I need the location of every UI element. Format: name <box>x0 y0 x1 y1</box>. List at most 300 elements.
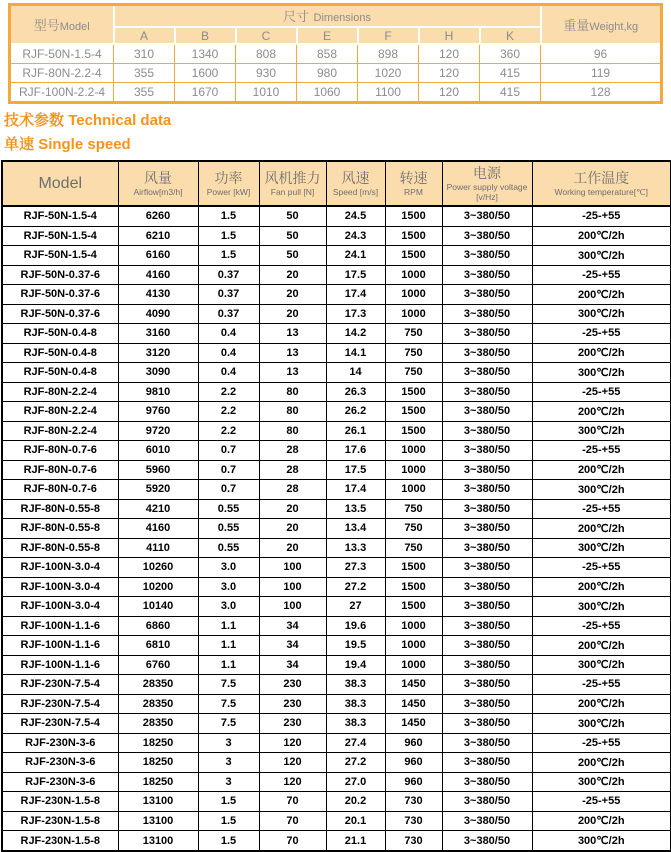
working-temperature-cell: 300℃/2h <box>532 246 671 266</box>
technical-column-header <box>385 161 442 206</box>
speed-cell: 27.0 <box>326 772 385 792</box>
airflow-cell: 6260 <box>118 206 198 226</box>
dimension-value-cell: 355 <box>114 83 175 103</box>
rpm-cell: 1450 <box>385 675 442 695</box>
model-cell: RJF-230N-3-6 <box>2 772 118 792</box>
speed-cell: 20.1 <box>326 811 385 831</box>
table-row <box>2 343 671 363</box>
airflow-cell: 18250 <box>118 733 198 753</box>
table-row <box>2 363 671 383</box>
model-column-header: Model <box>2 161 118 206</box>
airflow-cell: 4160 <box>118 265 198 285</box>
power-cell: 0.55 <box>198 519 259 539</box>
rpm-cell: 1500 <box>385 558 442 578</box>
airflow-cell: 4090 <box>118 304 198 324</box>
dimension-value-cell: 898 <box>358 44 419 64</box>
model-cell: RJF-80N-0.55-8 <box>2 499 118 519</box>
dimension-column-header: B <box>175 27 236 44</box>
working-temperature-cell: 200℃/2h <box>532 226 671 246</box>
dimension-value-cell: 930 <box>236 64 297 83</box>
speed-cell: 24.1 <box>326 246 385 266</box>
power-cell: 0.4 <box>198 324 259 344</box>
power-cell: 1.5 <box>198 226 259 246</box>
weight-value-cell: 96 <box>541 44 662 64</box>
voltage-cell: 3~380/50 <box>442 519 532 539</box>
speed-cell: 17.6 <box>326 441 385 461</box>
table-row <box>2 792 671 812</box>
working-temperature-cell: -25-+55 <box>532 499 671 519</box>
airflow-cell: 6860 <box>118 616 198 636</box>
speed-cell: 24.5 <box>326 206 385 226</box>
header-label-zh: 电源 <box>473 165 501 181</box>
dimension-value-cell: 415 <box>480 64 541 83</box>
airflow-cell: 9810 <box>118 382 198 402</box>
table-row <box>2 616 671 636</box>
voltage-cell: 3~380/50 <box>442 655 532 675</box>
voltage-cell: 3~380/50 <box>442 441 532 461</box>
header-label-zh: 转速 <box>399 170 428 186</box>
voltage-cell: 3~380/50 <box>442 792 532 812</box>
airflow-cell: 5960 <box>118 460 198 480</box>
voltage-cell: 3~380/50 <box>442 577 532 597</box>
table-row <box>2 636 671 656</box>
model-cell: RJF-80N-0.7-6 <box>2 480 118 500</box>
airflow-cell: 6010 <box>118 441 198 461</box>
airflow-cell: 18250 <box>118 772 198 792</box>
speed-cell: 26.3 <box>326 382 385 402</box>
power-cell: 7.5 <box>198 714 259 734</box>
weight-header-en: Weight,kg <box>589 20 639 33</box>
fan-pull-cell: 28 <box>259 441 326 461</box>
voltage-cell: 3~380/50 <box>442 382 532 402</box>
voltage-cell: 3~380/50 <box>442 733 532 753</box>
model-cell: RJF-100N-3.0-4 <box>2 577 118 597</box>
dimensions-group-header <box>114 5 541 28</box>
table-row <box>10 44 662 64</box>
voltage-cell: 3~380/50 <box>442 499 532 519</box>
table-row <box>2 206 671 226</box>
model-cell: RJF-230N-1.5-8 <box>2 792 118 812</box>
speed-cell: 27.3 <box>326 558 385 578</box>
model-header-zh: 型号 <box>33 17 60 33</box>
voltage-cell: 3~380/50 <box>442 343 532 363</box>
table-row <box>2 382 671 402</box>
dimensions-header-en: Dimensions <box>313 12 371 24</box>
voltage-cell: 3~380/50 <box>442 616 532 636</box>
speed-cell: 38.3 <box>326 714 385 734</box>
rpm-cell: 1000 <box>385 616 442 636</box>
model-cell: RJF-230N-7.5-4 <box>2 714 118 734</box>
model-cell: RJF-230N-3-6 <box>2 753 118 773</box>
fan-pull-cell: 20 <box>259 285 326 305</box>
model-header-en: Model <box>59 20 90 33</box>
fan-pull-cell: 13 <box>259 343 326 363</box>
technical-column-header <box>442 161 532 206</box>
rpm-cell: 1500 <box>385 382 442 402</box>
rpm-cell: 1500 <box>385 206 442 226</box>
table-row <box>2 694 671 714</box>
voltage-cell: 3~380/50 <box>442 811 532 831</box>
model-cell: RJF-50N-0.37-6 <box>2 265 118 285</box>
fan-pull-cell: 70 <box>259 811 326 831</box>
model-cell: RJF-230N-1.5-8 <box>2 831 118 851</box>
model-cell: RJF-80N-0.55-8 <box>2 538 118 558</box>
power-cell: 0.4 <box>198 363 259 383</box>
dimension-column-header: A <box>114 27 175 44</box>
model-cell: RJF-80N-0.7-6 <box>2 460 118 480</box>
header-label-en: Power [kW] <box>206 187 251 197</box>
fan-pull-cell: 100 <box>259 577 326 597</box>
voltage-cell: 3~380/50 <box>442 363 532 383</box>
model-cell: RJF-50N-0.37-6 <box>2 304 118 324</box>
power-cell: 0.4 <box>198 343 259 363</box>
airflow-cell: 28350 <box>118 694 198 714</box>
power-cell: 0.37 <box>198 285 259 305</box>
model-cell: RJF-80N-2.2-4 <box>2 402 118 422</box>
model-cell: RJF-50N-1.5-4 <box>2 206 118 226</box>
model-cell: RJF-100N-1.1-6 <box>2 616 118 636</box>
table-row <box>2 538 671 558</box>
rpm-cell: 1000 <box>385 441 442 461</box>
table-row <box>2 772 671 792</box>
dimension-column-header: K <box>480 27 541 44</box>
speed-cell: 17.4 <box>326 285 385 305</box>
rpm-cell: 960 <box>385 772 442 792</box>
working-temperature-cell: 300℃/2h <box>532 480 671 500</box>
dimension-value-cell: 355 <box>114 64 175 83</box>
header-label-en: Fan pull [N] <box>270 187 315 197</box>
power-cell: 0.55 <box>198 499 259 519</box>
speed-cell: 27.4 <box>326 733 385 753</box>
fan-pull-cell: 28 <box>259 460 326 480</box>
working-temperature-cell: 200℃/2h <box>532 460 671 480</box>
fan-pull-cell: 28 <box>259 480 326 500</box>
model-cell: RJF-100N-1.1-6 <box>2 655 118 675</box>
rpm-cell: 1000 <box>385 655 442 675</box>
fan-pull-cell: 80 <box>259 382 326 402</box>
airflow-cell: 13100 <box>118 831 198 851</box>
speed-cell: 13.5 <box>326 499 385 519</box>
dimension-column-header: C <box>236 27 297 44</box>
working-temperature-cell: 200℃/2h <box>532 753 671 773</box>
table-row <box>10 64 662 83</box>
airflow-cell: 13100 <box>118 811 198 831</box>
rpm-cell: 960 <box>385 753 442 773</box>
table-row <box>2 480 671 500</box>
working-temperature-cell: 200℃/2h <box>532 694 671 714</box>
airflow-cell: 4110 <box>118 538 198 558</box>
header-label-en: Working temperature[℃] <box>554 187 648 197</box>
rpm-cell: 1000 <box>385 265 442 285</box>
fan-pull-cell: 230 <box>259 694 326 714</box>
table-row <box>2 441 671 461</box>
airflow-cell: 28350 <box>118 714 198 734</box>
working-temperature-cell: 300℃/2h <box>532 655 671 675</box>
power-cell: 3.0 <box>198 597 259 617</box>
power-cell: 3 <box>198 733 259 753</box>
voltage-cell: 3~380/50 <box>442 714 532 734</box>
rpm-cell: 1500 <box>385 421 442 441</box>
airflow-cell: 6810 <box>118 636 198 656</box>
model-cell: RJF-100N-3.0-4 <box>2 558 118 578</box>
voltage-cell: 3~380/50 <box>442 226 532 246</box>
model-cell: RJF-100N-2.2-4 <box>10 83 114 103</box>
power-cell: 1.5 <box>198 831 259 851</box>
power-cell: 3 <box>198 753 259 773</box>
dimension-column-header: F <box>358 27 419 44</box>
fan-pull-cell: 20 <box>259 304 326 324</box>
working-temperature-cell: 300℃/2h <box>532 597 671 617</box>
rpm-cell: 1500 <box>385 597 442 617</box>
table-row <box>2 714 671 734</box>
dimension-value-cell: 120 <box>419 44 480 64</box>
rpm-cell: 730 <box>385 831 442 851</box>
table-row <box>2 811 671 831</box>
voltage-cell: 3~380/50 <box>442 636 532 656</box>
dimension-value-cell: 980 <box>297 64 358 83</box>
rpm-cell: 750 <box>385 343 442 363</box>
fan-pull-cell: 34 <box>259 655 326 675</box>
fan-pull-cell: 120 <box>259 733 326 753</box>
fan-pull-cell: 70 <box>259 792 326 812</box>
speed-cell: 20.2 <box>326 792 385 812</box>
dimension-value-cell: 310 <box>114 44 175 64</box>
table-row <box>10 83 662 103</box>
table-row <box>2 226 671 246</box>
table-row <box>2 421 671 441</box>
rpm-cell: 730 <box>385 811 442 831</box>
fan-pull-cell: 20 <box>259 499 326 519</box>
working-temperature-cell: 300℃/2h <box>532 304 671 324</box>
weight-column-header <box>541 5 662 45</box>
dimension-value-cell: 1100 <box>358 83 419 103</box>
voltage-cell: 3~380/50 <box>442 460 532 480</box>
technical-column-header <box>532 161 671 206</box>
speed-cell: 13.3 <box>326 538 385 558</box>
model-cell: RJF-50N-1.5-4 <box>2 226 118 246</box>
voltage-cell: 3~380/50 <box>442 421 532 441</box>
table-row <box>2 558 671 578</box>
rpm-cell: 1450 <box>385 714 442 734</box>
fan-pull-cell: 120 <box>259 753 326 773</box>
model-cell: RJF-230N-3-6 <box>2 733 118 753</box>
speed-cell: 17.4 <box>326 480 385 500</box>
rpm-cell: 1450 <box>385 694 442 714</box>
fan-pull-cell: 230 <box>259 714 326 734</box>
section-subtitle-single-speed <box>4 133 171 157</box>
dimensions-header-row <box>10 5 662 28</box>
working-temperature-cell: -25-+55 <box>532 616 671 636</box>
technical-data-table <box>1 160 671 852</box>
table-row <box>2 460 671 480</box>
model-cell: RJF-50N-0.4-8 <box>2 324 118 344</box>
section-title-technical-data <box>4 109 171 133</box>
dimensions-header-zh: 尺寸 <box>283 9 310 24</box>
power-cell: 0.55 <box>198 538 259 558</box>
airflow-cell: 3160 <box>118 324 198 344</box>
fan-pull-cell: 50 <box>259 246 326 266</box>
rpm-cell: 960 <box>385 733 442 753</box>
dimension-column-header: H <box>419 27 480 44</box>
working-temperature-cell: 200℃/2h <box>532 636 671 656</box>
speed-cell: 21.1 <box>326 831 385 851</box>
header-label-en: Power supply voltage [v/Hz] <box>446 182 528 202</box>
power-cell: 0.7 <box>198 480 259 500</box>
dimension-value-cell: 415 <box>480 83 541 103</box>
model-cell: RJF-230N-1.5-8 <box>2 811 118 831</box>
airflow-cell: 4210 <box>118 499 198 519</box>
model-cell: RJF-50N-1.5-4 <box>10 44 114 64</box>
header-label-zh: 风速 <box>341 170 370 186</box>
table-row <box>2 324 671 344</box>
airflow-cell: 18250 <box>118 753 198 773</box>
working-temperature-cell: -25-+55 <box>532 324 671 344</box>
power-cell: 1.5 <box>198 206 259 226</box>
voltage-cell: 3~380/50 <box>442 538 532 558</box>
dimension-value-cell: 1670 <box>175 83 236 103</box>
working-temperature-cell: -25-+55 <box>532 441 671 461</box>
power-cell: 0.37 <box>198 304 259 324</box>
table-row <box>2 831 671 851</box>
model-cell: RJF-50N-0.37-6 <box>2 285 118 305</box>
power-cell: 0.7 <box>198 441 259 461</box>
working-temperature-cell: -25-+55 <box>532 675 671 695</box>
title-zh: 技术参数 <box>4 112 65 129</box>
rpm-cell: 750 <box>385 499 442 519</box>
working-temperature-cell: 300℃/2h <box>532 772 671 792</box>
rpm-cell: 1000 <box>385 636 442 656</box>
speed-cell: 14 <box>326 363 385 383</box>
header-label-en: RPM <box>404 187 423 197</box>
technical-column-header <box>326 161 385 206</box>
working-temperature-cell: 200℃/2h <box>532 343 671 363</box>
airflow-cell: 10200 <box>118 577 198 597</box>
dimension-value-cell: 808 <box>236 44 297 64</box>
fan-pull-cell: 70 <box>259 831 326 851</box>
airflow-cell: 10260 <box>118 558 198 578</box>
working-temperature-cell: -25-+55 <box>532 792 671 812</box>
header-label-zh: 风机推力 <box>264 170 321 186</box>
table-row <box>2 285 671 305</box>
model-cell: RJF-50N-0.4-8 <box>2 363 118 383</box>
voltage-cell: 3~380/50 <box>442 694 532 714</box>
airflow-cell: 10140 <box>118 597 198 617</box>
dimension-value-cell: 1060 <box>297 83 358 103</box>
airflow-cell: 9760 <box>118 402 198 422</box>
rpm-cell: 750 <box>385 519 442 539</box>
fan-pull-cell: 13 <box>259 363 326 383</box>
speed-cell: 17.5 <box>326 265 385 285</box>
model-cell: RJF-100N-3.0-4 <box>2 597 118 617</box>
dimension-value-cell: 1020 <box>358 64 419 83</box>
dimension-value-cell: 360 <box>480 44 541 64</box>
airflow-cell: 4130 <box>118 285 198 305</box>
voltage-cell: 3~380/50 <box>442 558 532 578</box>
voltage-cell: 3~380/50 <box>442 402 532 422</box>
airflow-cell: 3090 <box>118 363 198 383</box>
speed-cell: 38.3 <box>326 675 385 695</box>
voltage-cell: 3~380/50 <box>442 304 532 324</box>
technical-column-header <box>118 161 198 206</box>
voltage-cell: 3~380/50 <box>442 772 532 792</box>
voltage-cell: 3~380/50 <box>442 206 532 226</box>
fan-pull-cell: 80 <box>259 402 326 422</box>
airflow-cell: 5920 <box>118 480 198 500</box>
power-cell: 3.0 <box>198 577 259 597</box>
header-label-zh: 风量 <box>144 170 172 186</box>
speed-cell: 19.4 <box>326 655 385 675</box>
model-column-header <box>10 5 114 45</box>
power-cell: 3.0 <box>198 558 259 578</box>
table-row <box>2 246 671 266</box>
airflow-cell: 6160 <box>118 246 198 266</box>
table-row <box>2 733 671 753</box>
model-cell: RJF-50N-0.4-8 <box>2 343 118 363</box>
airflow-cell: 6760 <box>118 655 198 675</box>
technical-column-header <box>259 161 326 206</box>
weight-header-zh: 重量 <box>563 17 590 33</box>
fan-pull-cell: 34 <box>259 616 326 636</box>
dimensions-table <box>8 3 663 104</box>
table-row <box>2 675 671 695</box>
fan-pull-cell: 20 <box>259 265 326 285</box>
model-cell: RJF-50N-1.5-4 <box>2 246 118 266</box>
power-cell: 1.5 <box>198 811 259 831</box>
power-cell: 2.2 <box>198 421 259 441</box>
title-en: Technical data <box>68 112 172 129</box>
dimension-value-cell: 120 <box>419 83 480 103</box>
voltage-cell: 3~380/50 <box>442 246 532 266</box>
working-temperature-cell: 200℃/2h <box>532 402 671 422</box>
fan-pull-cell: 20 <box>259 519 326 539</box>
power-cell: 2.2 <box>198 402 259 422</box>
dimension-value-cell: 1340 <box>175 44 236 64</box>
header-label-zh: 功率 <box>214 170 243 186</box>
table-row <box>2 265 671 285</box>
working-temperature-cell: 300℃/2h <box>532 421 671 441</box>
model-cell: RJF-80N-2.2-4 <box>10 64 114 83</box>
power-cell: 7.5 <box>198 694 259 714</box>
table-row <box>2 753 671 773</box>
power-cell: 0.7 <box>198 460 259 480</box>
speed-cell: 17.3 <box>326 304 385 324</box>
working-temperature-cell: 300℃/2h <box>532 538 671 558</box>
table-row <box>2 499 671 519</box>
voltage-cell: 3~380/50 <box>442 675 532 695</box>
subtitle-en: Single speed <box>38 136 131 153</box>
model-cell: RJF-80N-0.7-6 <box>2 441 118 461</box>
model-cell: RJF-100N-1.1-6 <box>2 636 118 656</box>
rpm-cell: 1500 <box>385 402 442 422</box>
rpm-cell: 750 <box>385 538 442 558</box>
table-row <box>2 577 671 597</box>
airflow-cell: 13100 <box>118 792 198 812</box>
section-titles <box>4 109 171 157</box>
rpm-cell: 1000 <box>385 480 442 500</box>
working-temperature-cell: 300℃/2h <box>532 714 671 734</box>
power-cell: 1.5 <box>198 246 259 266</box>
speed-cell: 17.5 <box>326 460 385 480</box>
model-cell: RJF-230N-7.5-4 <box>2 675 118 695</box>
fan-pull-cell: 50 <box>259 206 326 226</box>
fan-pull-cell: 80 <box>259 421 326 441</box>
speed-cell: 14.2 <box>326 324 385 344</box>
speed-cell: 26.2 <box>326 402 385 422</box>
speed-cell: 27 <box>326 597 385 617</box>
power-cell: 0.37 <box>198 265 259 285</box>
fan-pull-cell: 230 <box>259 675 326 695</box>
dimension-value-cell: 1010 <box>236 83 297 103</box>
